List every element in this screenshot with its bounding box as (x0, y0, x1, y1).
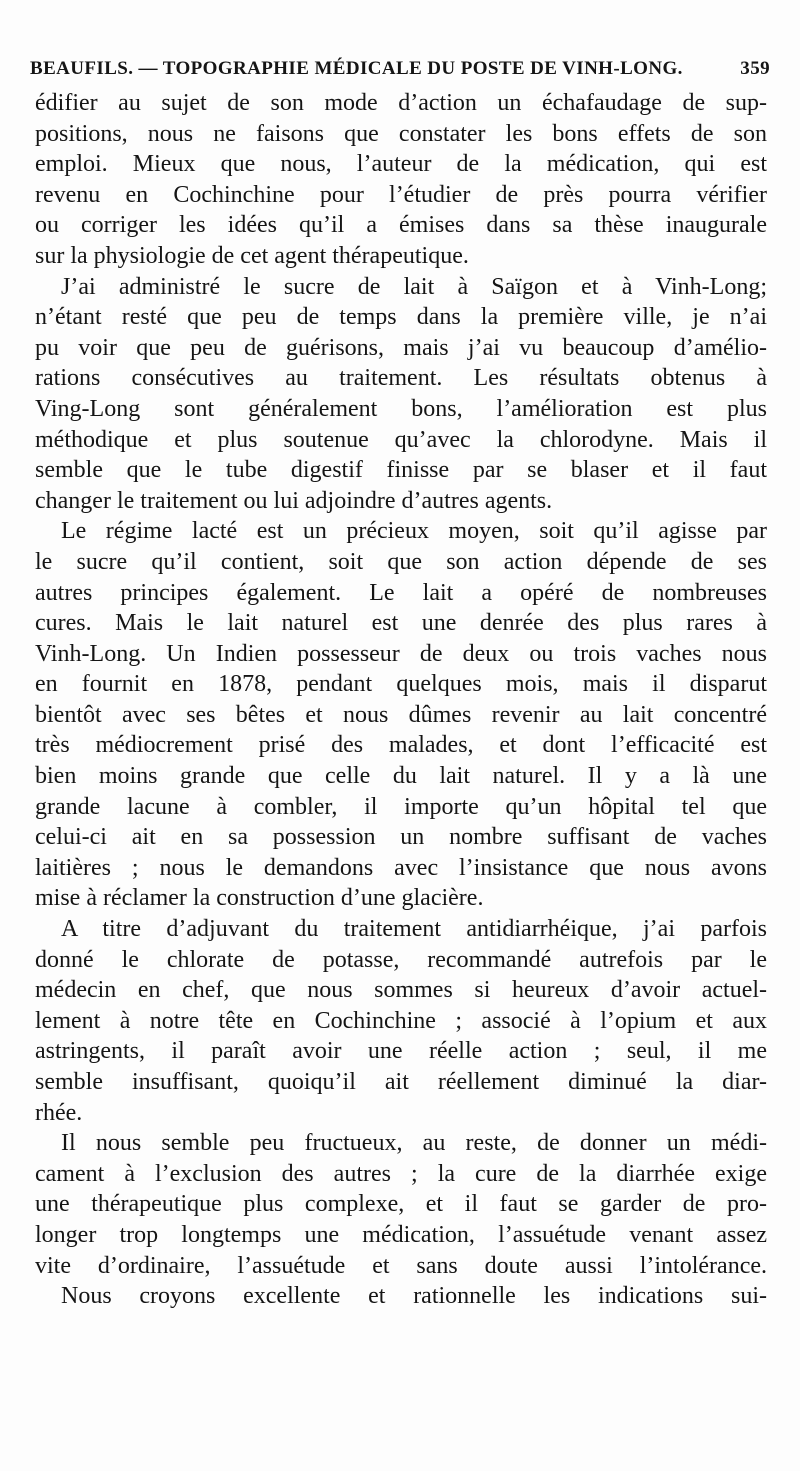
text-line: astringents, il paraît avoir une réelle action ; seul, il me (35, 1038, 767, 1065)
text-line: grande lacune à combler, il importe qu’un hôpital tel que (35, 793, 767, 820)
text-line: emploi. Mieux que nous, l’auteur de la médication, qui est (35, 151, 767, 178)
text-line: Le régime lacté est un précieux moyen, soit qu’il agisse par (61, 518, 767, 545)
text-line: Nous croyons excellente et rationnelle les indications sui- (61, 1283, 767, 1310)
text-line: donné le chlorate de potasse, recommandé autrefois par le (35, 946, 767, 973)
text-line: en fournit en 1878, pendant quelques mois, mais il disparut (35, 671, 767, 698)
text-line: cament à l’exclusion des autres ; la cure de la diarrhée exige (35, 1160, 767, 1187)
text-line: revenu en Cochinchine pour l’étudier de près pourra vérifier (35, 181, 767, 208)
page-number: 359 (740, 58, 770, 79)
text-line: laitières ; nous le demandons avec l’insistance que nous avons (35, 854, 767, 881)
text-line: ou corriger les idées qu’il a émises dans sa thèse inaugurale (35, 212, 767, 239)
text-line: n’étant resté que peu de temps dans la première ville, je n’ai (35, 304, 767, 331)
text-line: lement à notre tête en Cochinchine ; associé à l’opium et aux (35, 1007, 767, 1034)
running-head (30, 58, 770, 86)
text-line: longer trop longtemps une médication, l’assuétude venant assez (35, 1221, 767, 1248)
text-line: bientôt avec ses bêtes et nous dûmes revenir au lait concentré (35, 701, 767, 728)
text-line: une thérapeutique plus complexe, et il faut se garder de pro- (35, 1191, 767, 1218)
text-line: J’ai administré le sucre de lait à Saïgon et à Vinh-Long; (61, 273, 767, 300)
text-line: rhée. (35, 1099, 83, 1126)
text-line: positions, nous ne faisons que constater les bons effets de son (35, 120, 767, 147)
text-line: Ving-Long sont généralement bons, l’amélioration est plus (35, 395, 767, 422)
text-line: édifier au sujet de son mode d’action un échafaudage de sup- (35, 90, 767, 116)
text-line: celui-ci ait en sa possession un nombre suffisant de vaches (35, 824, 767, 851)
text-line: cures. Mais le lait naturel est une denrée des plus rares à (35, 610, 767, 637)
text-line: vite d’ordinaire, l’assuétude et sans doute aussi l’intolérance. (35, 1252, 767, 1279)
running-head-title: BEAUFILS. — TOPOGRAPHIE MÉDICALE DU POSTE DE VINH-LONG. (30, 58, 683, 79)
text-line: pu voir que peu de guérisons, mais j’ai vu beaucoup d’amélio- (35, 334, 767, 361)
text-line: semble insuffisant, quoiqu’il ait réellement diminué la diar- (35, 1069, 767, 1095)
text-line: médecin en chef, que nous sommes si heureux d’avoir actuel- (35, 977, 767, 1004)
text-line: Il nous semble peu fructueux, au reste, de donner un médi- (61, 1130, 767, 1157)
text-line: mise à réclamer la construction d’une glacière. (35, 885, 484, 912)
text-line: A titre d’adjuvant du traitement antidiarrhéique, j’ai parfois (61, 916, 767, 943)
body-text (35, 88, 767, 1312)
text-line: rations consécutives au traitement. Les résultats obtenus à (35, 365, 767, 392)
text-line: changer le traitement ou lui adjoindre d’autres agents. (35, 487, 553, 514)
text-line: très médiocrement prisé des malades, et dont l’efficacité est (35, 732, 767, 759)
text-line: autres principes également. Le lait a opéré de nombreuses (35, 579, 767, 606)
text-line: bien moins grande que celle du lait naturel. Il y a là une (35, 763, 767, 790)
text-line: méthodique et plus soutenue qu’avec la chlorodyne. Mais il (35, 426, 767, 453)
text-line: le sucre qu’il contient, soit que son action dépende de ses (35, 548, 767, 575)
text-line: semble que le tube digestif finisse par se blaser et il faut (35, 457, 767, 484)
text-line: Vinh-Long. Un Indien possesseur de deux ou trois vaches nous (35, 640, 767, 667)
text-line: sur la physiologie de cet agent thérapeutique. (35, 242, 469, 269)
